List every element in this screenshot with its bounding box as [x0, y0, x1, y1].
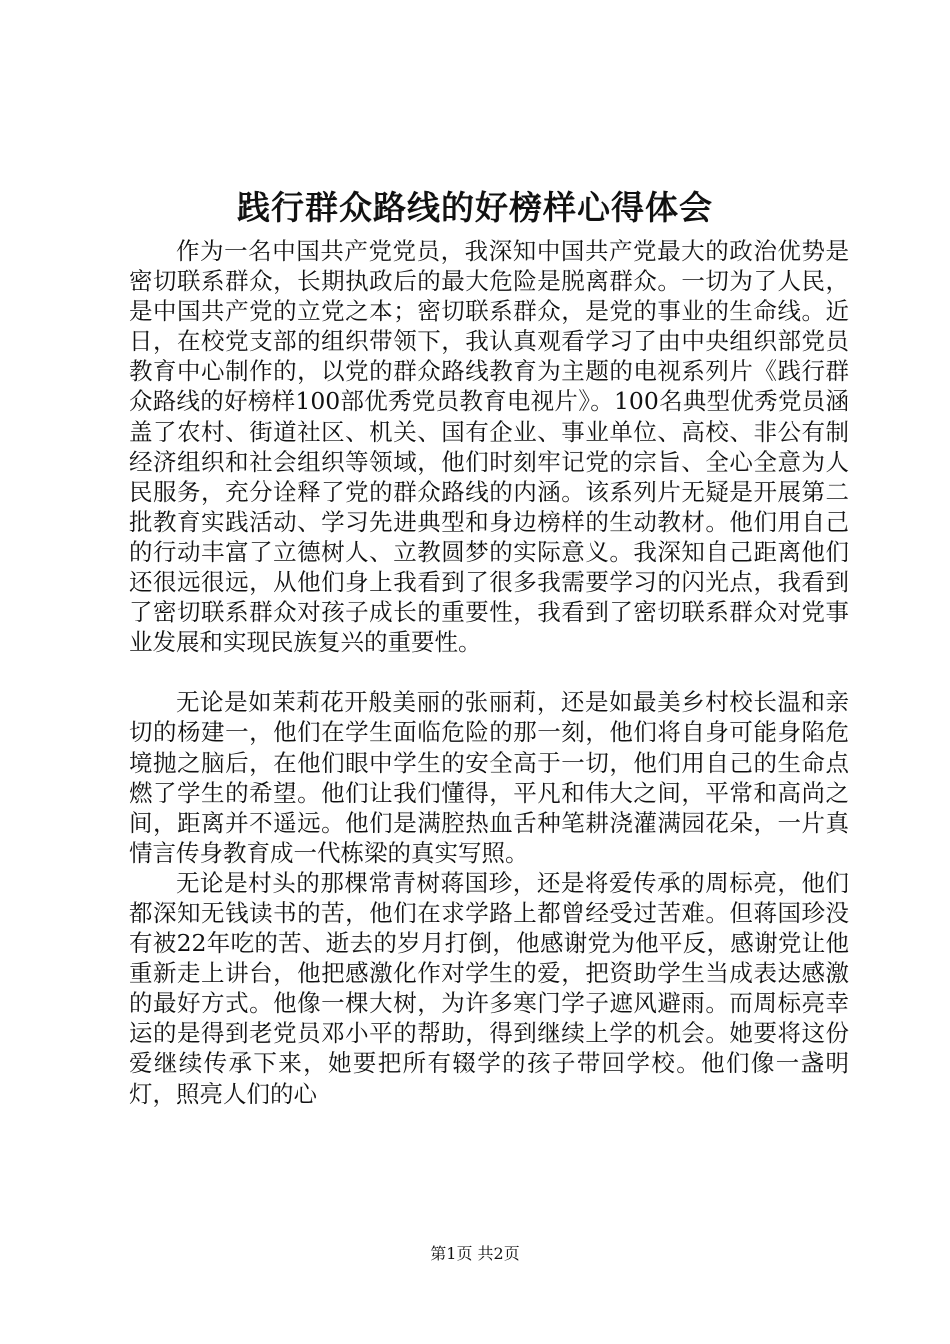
document-body [129, 236, 849, 1109]
paragraph-2: 无论是如茉莉花开般美丽的张丽莉，还是如最美乡村校长温和亲切的杨建一，他们在学生面临危险的那一刻，他们将自身可能身陷危境抛之脑后，在他们眼中学生的安全高于一切，他们用自己的生命点燃了学生的希望。他们让我们懂得，平凡和伟大之间，平常和高尚之间，距离并不遥远。他们是满腔热血舌种笔耕浇灌满园花朵，一片真情言传身教育成一代栋梁的真实写照。 [129, 688, 849, 867]
page-footer: 第1页 共2页 [430, 1244, 520, 1263]
paragraph-3: 无论是村头的那棵常青树蒋国珍，还是将爱传承的周标亮，他们都深知无钱读书的苦，他们在求学路上都曾经受过苦难。但蒋国珍没有被22年吃的苦、逝去的岁月打倒，他感谢党为他平反，感谢党让他重新走上讲台，他把感激化作对学生的爱，把资助学生当成表达感激的最好方式。他像一棵大树，为许多寒门学子遮风避雨。而周标亮幸运的是得到老党员邓小平的帮助，得到继续上学的机会。她要将这份爱继续传承下来，她要把所有辍学的孩子带回学校。他们像一盏明灯，照亮人们的心 [129, 868, 849, 1108]
document-title: 践行群众路线的好榜样心得体会 [237, 188, 713, 227]
paragraph-1: 作为一名中国共产党党员，我深知中国共产党最大的政治优势是密切联系群众，长期执政后的最大危险是脱离群众。一切为了人民，是中国共产党的立党之本；密切联系群众，是党的事业的生命线。近日，在校党支部的组织带领下，我认真观看学习了由中央组织部党员教育中心制作的，以党的群众路线教育为主题的电视系列片《践行群众路线的好榜样100部优秀党员教育电视片》。100名典型优秀党员涵盖了农村、街道社区、机关、国有企业、事业单位、高校、非公有制经济组织和社会组织等领域，他们时刻牢记党的宗旨、全心全意为人民服务，充分诠释了党的群众路线的内涵。该系列片无疑是开展第二批教育实践活动、学习先进典型和身边榜样的生动教材。他们用自己的行动丰富了立德树人、立教圆梦的实际意义。我深知自己距离他们还很远很远，从他们身上我看到了很多我需要学习的闪光点，我看到了密切联系群众对孩子成长的重要性，我看到了密切联系群众对党事业发展和实现民族复兴的重要性。 [129, 237, 849, 657]
